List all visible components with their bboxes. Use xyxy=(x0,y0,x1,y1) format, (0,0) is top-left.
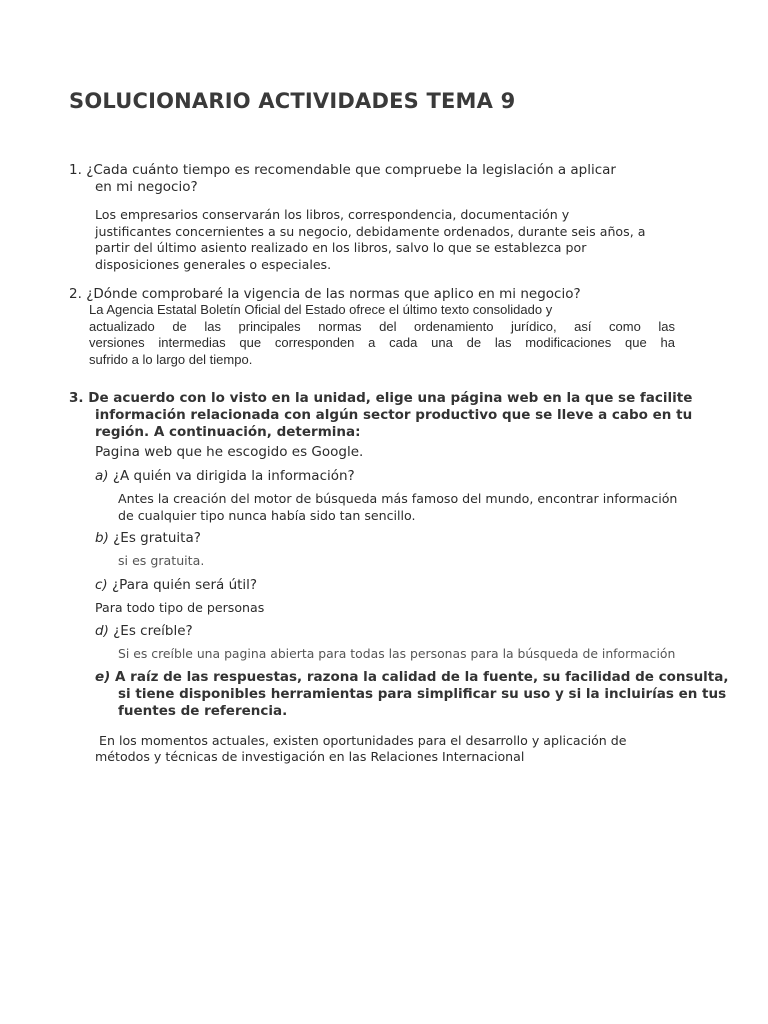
sub-question-e-line-1: A raíz de las respuestas, razona la calidad de la fuente, su facilidad de consulta, xyxy=(115,669,729,685)
question-1-line-2: en mi negocio? xyxy=(95,179,198,195)
question-2-text: ¿Dónde comprobaré la vigencia de las normas que aplico en mi negocio? xyxy=(86,286,581,302)
sub-question-a xyxy=(95,467,355,485)
answer-a-line-1: Antes la creación del motor de búsqueda más famoso del mundo, encontrar información xyxy=(118,491,678,506)
answer-2-line: actualizado de las principales normas del ordenamiento jurídico, así como las xyxy=(89,318,675,334)
sub-question-e-line-3: fuentes de referencia. xyxy=(118,703,288,719)
answer-1-line: Los empresarios conservarán los libros, correspondencia, documentación y xyxy=(95,207,570,222)
answer-c: Para todo tipo de personas xyxy=(95,600,265,615)
question-2-number: 2. xyxy=(69,286,82,302)
sub-question-e-line-2: si tiene disponibles herramientas para simplificar su uso y si la incluirías en tus xyxy=(118,686,727,702)
answer-a-line-2: de cualquier tipo nunca había sido tan sencillo. xyxy=(118,508,416,523)
question-1-number: 1. xyxy=(69,162,82,178)
answer-b: si es gratuita. xyxy=(118,553,205,568)
answer-2 xyxy=(89,302,675,368)
answer-1-line: disposiciones generales o especiales. xyxy=(95,256,332,272)
document-title: SOLUCIONARIO ACTIVIDADES TEMA 9 xyxy=(69,89,516,113)
answer-2-line: versiones intermedias que corresponden a cada una de las modificaciones que ha xyxy=(89,335,675,350)
sub-question-d-text: ¿Es creíble? xyxy=(113,623,193,639)
sub-question-a-letter: a) xyxy=(95,468,109,484)
question-3-number: 3. xyxy=(69,390,84,406)
answer-1-line: justificantes concernientes a su negocio, debidamente ordenados, durante seis años, a xyxy=(95,223,646,239)
sub-question-d-letter: d) xyxy=(95,623,109,639)
answer-2-rest: ofrece el último texto consolidado y xyxy=(345,302,553,317)
question-3-line-3: región. A continuación, determina: xyxy=(95,424,361,440)
question-1-line-1: ¿Cada cuánto tiempo es recomendable que compruebe la legislación a aplicar xyxy=(86,162,616,178)
answer-1-line: partir del último asiento realizado en los libros, salvo lo que se establezca por xyxy=(95,240,587,256)
sub-question-b-letter: b) xyxy=(95,530,109,546)
question-3-line-2: información relacionada con algún sector productivo que se lleve a cabo en tu xyxy=(95,407,693,423)
sub-question-b xyxy=(95,529,201,547)
sub-question-d xyxy=(95,622,193,640)
question-1 xyxy=(69,161,616,179)
question-3-line-1: De acuerdo con lo visto en la unidad, elige una página web en la que se facilite xyxy=(88,390,693,406)
answer-e-line-2: métodos y técnicas de investigación en las Relaciones Internacional xyxy=(95,749,525,764)
answer-1 xyxy=(95,207,645,273)
sub-question-c-letter: c) xyxy=(95,577,108,593)
sub-question-b-text: ¿Es gratuita? xyxy=(113,530,201,546)
boe-link[interactable]: La Agencia Estatal Boletín Oficial del Estado xyxy=(89,302,346,317)
sub-question-e-letter: e) xyxy=(95,669,111,685)
answer-2-line: sufrido a lo largo del tiempo. xyxy=(89,351,253,367)
answer-d: Si es creíble una pagina abierta para todas las personas para la búsqueda de información xyxy=(118,646,676,661)
question-3 xyxy=(69,389,692,407)
answer-e-line-1: En los momentos actuales, existen oportunidades para el desarrollo y aplicación de xyxy=(95,733,627,748)
chosen-website: Pagina web que he escogido es Google. xyxy=(95,444,364,460)
sub-question-a-text: ¿A quién va dirigida la información? xyxy=(112,468,355,484)
sub-question-c-text: ¿Para quién será útil? xyxy=(112,577,258,593)
question-2 xyxy=(69,285,581,303)
sub-question-e xyxy=(95,668,729,686)
sub-question-c xyxy=(95,576,257,594)
